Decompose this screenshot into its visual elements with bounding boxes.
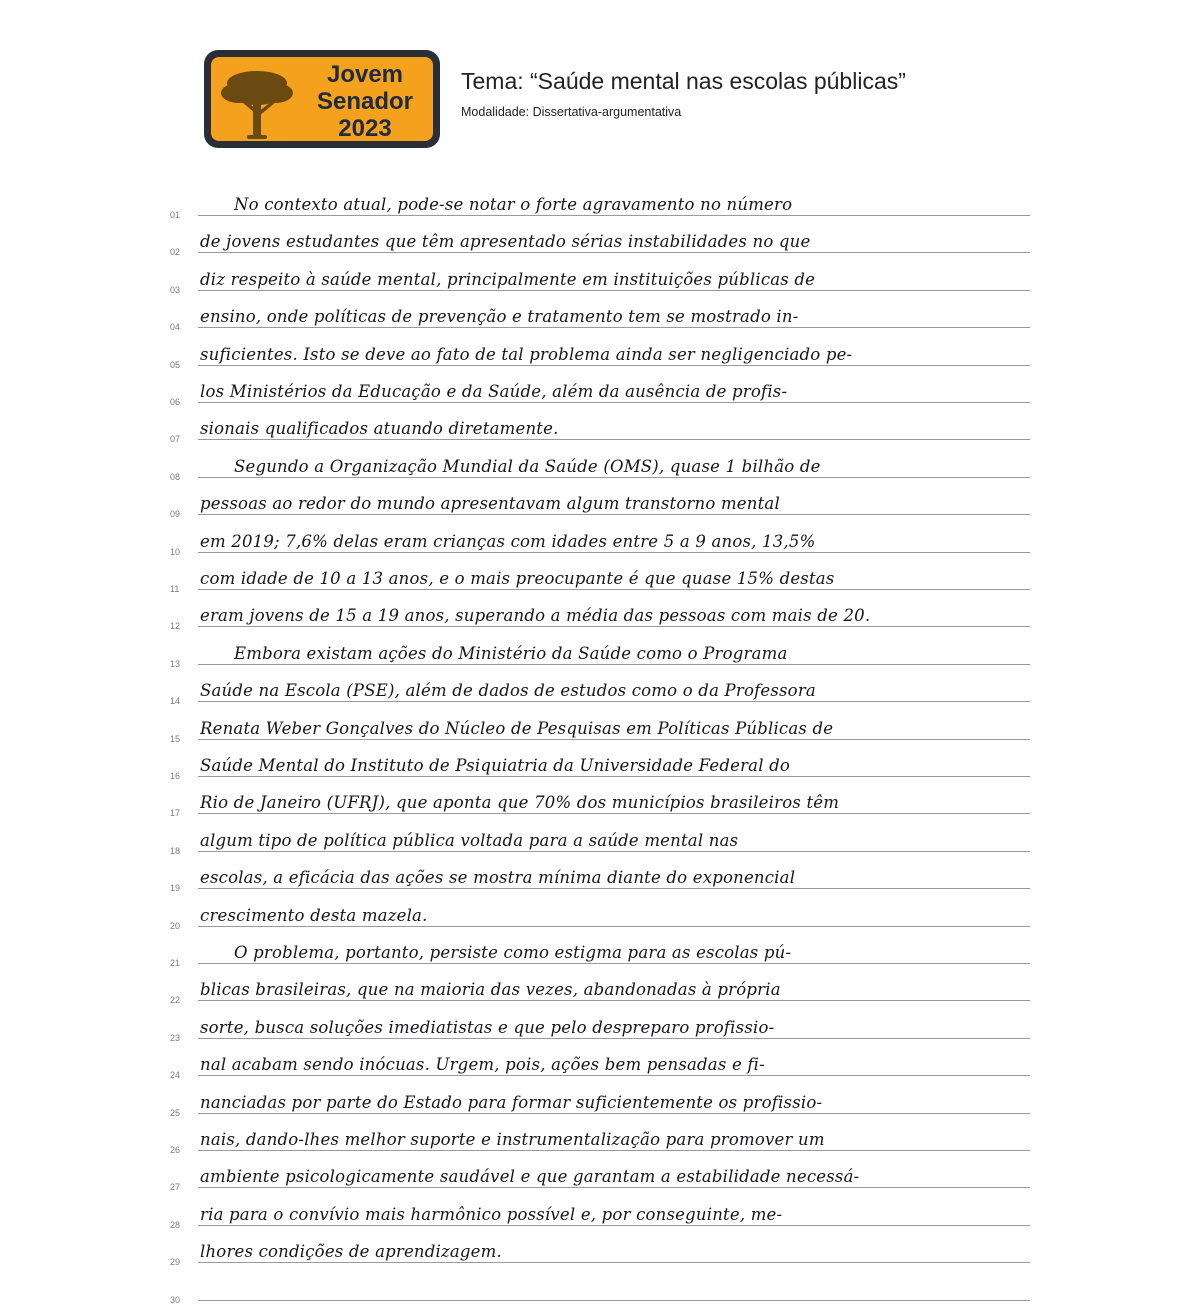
essay-line — [170, 635, 1030, 671]
essay-line — [170, 934, 1030, 970]
ruled-line — [198, 851, 1030, 852]
line-number: 27 — [170, 1182, 181, 1193]
line-number: 07 — [170, 434, 181, 445]
handwritten-text: Saúde na Escola (PSE), além de dados de estudos como o da Professora — [200, 681, 816, 701]
ruled-line — [198, 1187, 1030, 1188]
line-number: 24 — [170, 1070, 181, 1081]
handwritten-text: nal acabam sendo inócuas. Urgem, pois, ações bem pensadas e fi- — [200, 1055, 765, 1075]
handwritten-text: em 2019; 7,6% delas eram crianças com idades entre 5 a 9 anos, 13,5% — [200, 531, 816, 551]
handwritten-text: pessoas ao redor do mundo apresentavam algum transtorno mental — [200, 494, 780, 514]
ruled-line — [198, 813, 1030, 814]
ruled-line — [198, 477, 1030, 478]
logo-line-1: Jovem — [326, 61, 404, 88]
logo-line-2: Senador — [316, 88, 414, 115]
line-number: 17 — [170, 808, 181, 819]
essay-line — [170, 1233, 1030, 1269]
handwritten-text: blicas brasileiras, que na maioria das vezes, abandonadas à própria — [200, 980, 781, 1000]
handwritten-text: ambiente psicologicamente saudável e que garantam a estabilidade necessá- — [200, 1167, 860, 1187]
handwritten-text: Saúde Mental do Instituto de Psiquiatria da Universidade Federal do — [200, 756, 791, 775]
ruled-line — [198, 215, 1030, 216]
logo-line-3: 2023 — [338, 115, 392, 141]
ruled-line — [198, 888, 1030, 889]
handwritten-text: eram jovens de 15 a 19 anos, superando a média das pessoas com mais de 20. — [200, 606, 871, 626]
line-number: 13 — [170, 658, 181, 669]
line-number: 21 — [170, 958, 181, 968]
handwritten-text: ria para o convívio mais harmônico possível e, por conseguinte, me- — [200, 1204, 783, 1224]
ruled-line — [198, 739, 1030, 740]
essay-line — [170, 672, 1030, 708]
handwritten-text: ensino, onde políticas de prevenção e tratamento tem se mostrado in- — [200, 307, 799, 327]
handwritten-text: crescimento desta mazela. — [200, 905, 428, 925]
line-number: 10 — [170, 546, 181, 557]
ruled-line — [198, 1075, 1030, 1076]
line-number: 18 — [170, 845, 181, 856]
line-number: 09 — [170, 509, 181, 520]
ruled-line — [198, 439, 1030, 440]
ruled-line — [198, 290, 1030, 291]
line-number: 28 — [170, 1219, 181, 1230]
line-number: 26 — [170, 1145, 181, 1155]
essay-line — [170, 822, 1030, 858]
essay-line — [170, 747, 1030, 783]
essay-line — [170, 560, 1030, 596]
ruled-line — [198, 589, 1030, 590]
ruled-line — [198, 514, 1030, 515]
handwritten-text: com idade de 10 a 13 anos, e o mais preocupante é que quase 15% destas — [200, 569, 835, 588]
ruled-line — [198, 963, 1030, 964]
essay-line — [170, 1009, 1030, 1045]
handwritten-text: sionais qualificados atuando diretamente. — [200, 419, 559, 439]
essay-line — [170, 971, 1030, 1007]
handwritten-text: nanciadas por parte do Estado para formar suficientemente os profissio- — [200, 1092, 823, 1112]
essay-line — [170, 859, 1030, 895]
ruled-line — [198, 1262, 1030, 1263]
handwritten-text: No contexto atual, pode-se notar o forte agravamento no número — [234, 195, 793, 214]
handwritten-text: O problema, portanto, persiste como estigma para as escolas pú- — [234, 943, 792, 962]
handwritten-text: algum tipo de política pública voltada para a saúde mental nas — [200, 830, 739, 850]
line-number: 20 — [170, 920, 181, 931]
essay-line — [170, 261, 1030, 297]
essay-theme: Tema: “Saúde mental nas escolas públicas” — [461, 68, 906, 94]
ruled-line — [198, 327, 1030, 328]
ruled-line — [198, 365, 1030, 366]
essay-line — [170, 1196, 1030, 1232]
ruled-line — [198, 252, 1030, 253]
essay-line — [170, 1158, 1030, 1194]
line-number: 23 — [170, 1032, 181, 1043]
essay-line — [170, 410, 1030, 446]
essay-line — [170, 1121, 1030, 1157]
line-number: 02 — [170, 247, 181, 258]
essay-line — [170, 373, 1030, 409]
essay-line — [170, 1046, 1030, 1082]
line-number: 03 — [170, 284, 181, 295]
handwritten-text: Rio de Janeiro (UFRJ), que aponta que 70% dos municípios brasileiros têm — [200, 793, 840, 813]
essay-line — [170, 597, 1030, 633]
line-number: 14 — [170, 696, 181, 707]
line-number: 19 — [170, 883, 181, 894]
handwritten-text: sorte, busca soluções imediatistas e que pelo despreparo profissio- — [200, 1017, 775, 1037]
ruled-line — [198, 1150, 1030, 1151]
ruled-line — [198, 626, 1030, 627]
ruled-line — [198, 926, 1030, 927]
ruled-line — [198, 701, 1030, 702]
essay-line — [170, 298, 1030, 334]
line-number: 06 — [170, 397, 181, 407]
essay-line — [170, 710, 1030, 746]
handwritten-text: de jovens estudantes que têm apresentado sérias instabilidades no que — [200, 232, 811, 252]
essay-line — [170, 1271, 1030, 1307]
essay-line — [170, 448, 1030, 484]
line-number: 15 — [170, 733, 181, 744]
essay-line — [170, 523, 1030, 559]
essay-line — [170, 186, 1030, 222]
essay-line — [170, 223, 1030, 259]
line-number: 16 — [170, 771, 181, 781]
line-number: 01 — [170, 210, 181, 220]
line-number: 05 — [170, 359, 181, 370]
ruled-line — [198, 1000, 1030, 1001]
ruled-line — [198, 402, 1030, 403]
essay-line — [170, 336, 1030, 372]
handwritten-text: diz respeito à saúde mental, principalmente em instituições públicas de — [200, 269, 816, 289]
handwritten-text: los Ministérios da Educação e da Saúde, além da ausência de profis- — [200, 382, 788, 401]
line-number: 22 — [170, 995, 181, 1006]
ruled-line — [198, 1113, 1030, 1114]
line-number: 12 — [170, 621, 181, 632]
line-number: 08 — [170, 471, 181, 482]
ruled-line — [198, 552, 1030, 553]
ruled-line — [198, 1038, 1030, 1039]
handwritten-text: escolas, a eficácia das ações se mostra mínima diante do exponencial — [200, 868, 796, 888]
ruled-line — [198, 664, 1030, 665]
handwritten-text: Renata Weber Gonçalves do Núcleo de Pesquisas em Políticas Públicas de — [200, 718, 834, 738]
essay-line — [170, 485, 1030, 521]
line-number: 29 — [170, 1257, 181, 1268]
handwritten-text: nais, dando-lhes melhor suporte e instrumentalização para promover um — [200, 1130, 825, 1149]
line-number: 04 — [170, 322, 181, 333]
ruled-line — [198, 1225, 1030, 1226]
line-number: 30 — [170, 1294, 181, 1305]
line-number: 25 — [170, 1107, 181, 1118]
essay-line — [170, 1084, 1030, 1120]
essay-line — [170, 784, 1030, 820]
handwritten-text: lhores condições de aprendizagem. — [200, 1242, 502, 1262]
line-number: 11 — [170, 584, 180, 594]
handwritten-text: Segundo a Organização Mundial da Saúde (OMS), quase 1 bilhão de — [234, 456, 821, 476]
handwritten-text: Embora existam ações do Ministério da Saúde como o Programa — [234, 643, 788, 663]
handwritten-text: suficientes. Isto se deve ao fato de tal problema ainda ser negligenciado pe- — [200, 344, 853, 364]
ruled-line — [198, 776, 1030, 777]
essay-line — [170, 897, 1030, 933]
essay-modality: Modalidade: Dissertativa-argumentativa — [461, 105, 682, 119]
